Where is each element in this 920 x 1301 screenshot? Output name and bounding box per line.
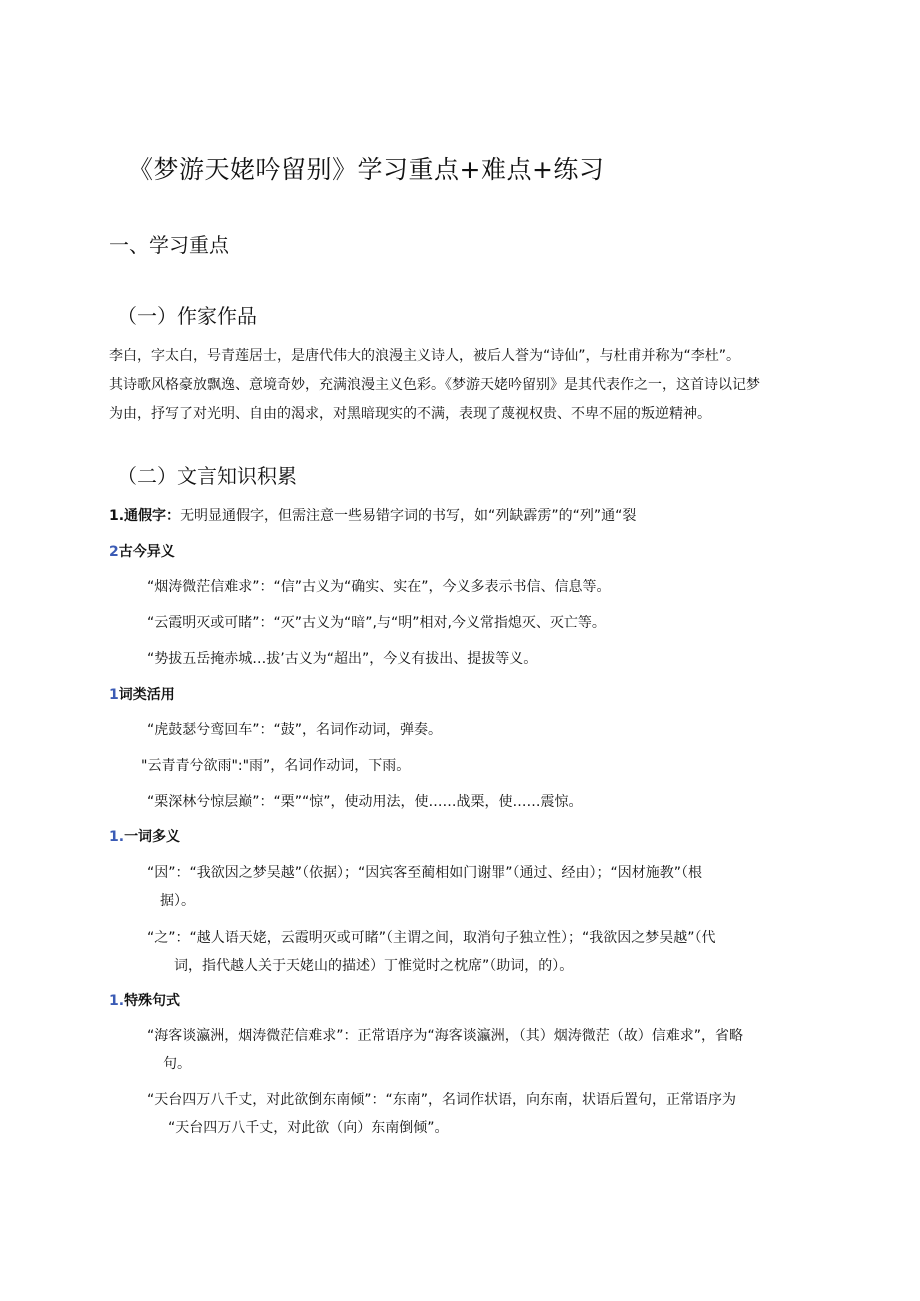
- teshu-label: 特殊句式: [124, 993, 181, 1009]
- tongjia-label: 1.通假字：: [109, 508, 181, 524]
- paragraph-line: 为由，抒写了对光明、自由的渴求，对黑暗现实的不满，表现了蔑视权贵、不卑不屈的叛逆精神。: [109, 406, 711, 422]
- yici-item-line: “之”：“越人语天姥，云霞明灭或可睹”（主谓之间，取消句子独立性）；“我欲因之梦吴越”（代: [147, 930, 716, 946]
- yici-item-line: 据）。: [160, 893, 195, 909]
- yici-label: 一词多义: [124, 829, 181, 845]
- yici-item-line: 词，指代越人关于天姥山的描述）丁惟觉时之枕席”（助词，的）。: [174, 958, 574, 974]
- teshu-item-line: 句。: [163, 1056, 191, 1072]
- gujin-number: 2: [109, 544, 119, 560]
- teshu-item-line: “天台四万八千丈，对此欲倒东南倾”：“东南”，名词作状语，向东南，状语后置句，正常语序为: [147, 1092, 737, 1108]
- cilei-item: "云青青兮欲雨":"雨”，名词作动词，下雨。: [141, 758, 411, 774]
- cilei-label: 词类活用: [118, 687, 175, 703]
- gujin-label: 古今异义: [118, 544, 175, 560]
- subsection-heading-classical-knowledge: （二）文言知识积累: [117, 464, 297, 488]
- tongjia-line: [109, 505, 636, 525]
- paragraph-line: 李白，字太白，号青莲居士，是唐代伟大的浪漫主义诗人，被后人誉为“诗仙”，与杜甫并称为“李杜”。: [109, 348, 741, 364]
- paragraph-line: 其诗歌风格豪放飘逸、意境奇妙，充满浪漫主义色彩。《梦游天姥吟留别》是其代表作之一，这首诗以记梦: [109, 377, 760, 393]
- teshu-item-line: “海客谈瀛洲，烟涛微茫信难求”：正常语序为“海客谈瀛洲，（其）烟涛微茫（故）信难求”，省略: [147, 1028, 744, 1044]
- document-title: 《梦游天姥吟留别》学习重点+难点+练习: [128, 155, 605, 184]
- yici-number: 1.: [109, 829, 125, 845]
- gujin-heading: [109, 541, 175, 561]
- cilei-item: “栗深林兮惊层巅”：“栗”“惊”，使动用法，使……战栗，使……震惊。: [147, 794, 583, 810]
- gujin-item: “云霞明灭或可睹”：“灭”古义为“暗”,与“明”相对,今义常指熄灭、灭亡等。: [147, 615, 606, 631]
- subsection-heading-author-works: （一）作家作品: [117, 304, 257, 328]
- teshu-number: 1.: [109, 993, 125, 1009]
- teshu-heading: [109, 990, 180, 1010]
- gujin-item: “势拔五岳掩赤城…拔’古义为“超出”，今义有拔出、提拔等义。: [147, 651, 538, 667]
- gujin-item: “烟涛微茫信难求”：“信”古义为“确实、实在”，今义多表示书信、信息等。: [147, 579, 611, 595]
- cilei-item: “虎鼓瑟兮鸾回车”：“鼓”，名词作动词，弹奏。: [147, 722, 443, 738]
- cilei-heading: [109, 684, 175, 704]
- tongjia-text: 无明显通假字，但需注意一些易错字词的书写，如“列缺霹雳”的“列”通“裂: [180, 508, 637, 524]
- yici-item-line: “因”：“我欲因之梦吴越”（依据）；“因宾客至蔺相如门谢罪”（通过、经由）；“因材施教”（根: [147, 865, 703, 881]
- cilei-number: 1: [109, 687, 119, 703]
- teshu-item-line: “天台四万八千丈，对此欲（向）东南倒倾”。: [168, 1120, 449, 1136]
- section-heading-study-points: 一、学习重点: [109, 233, 229, 257]
- yici-heading: [109, 826, 180, 846]
